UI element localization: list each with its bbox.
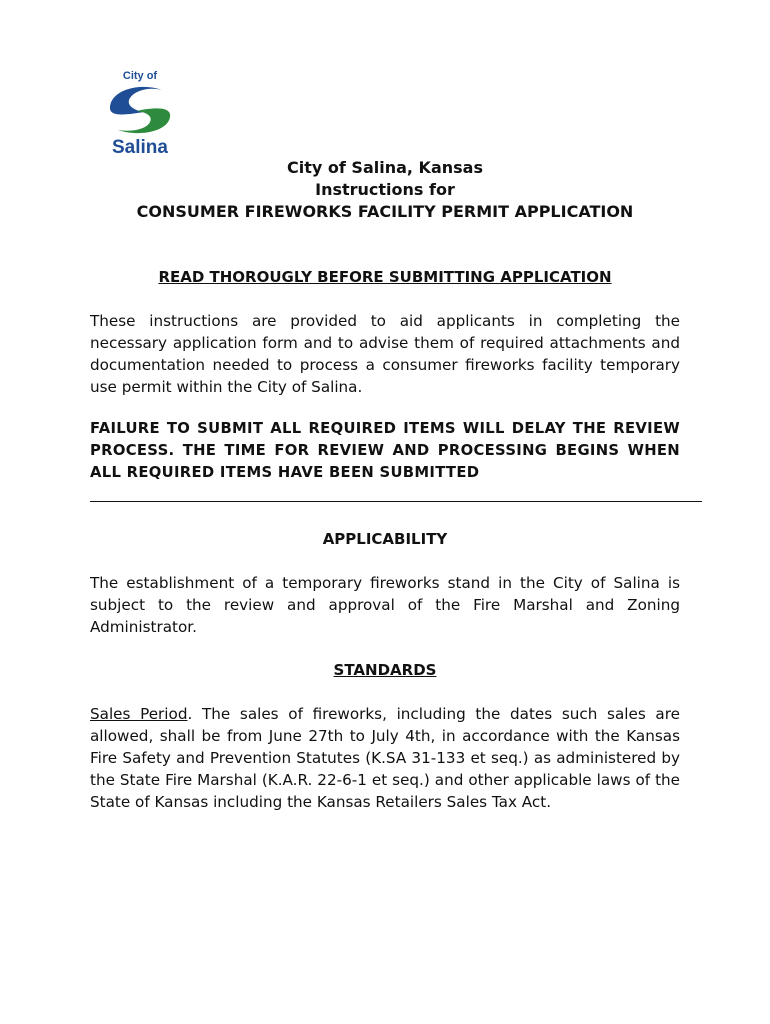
sales-period-label: Sales Period <box>90 705 188 723</box>
city-of-salina-logo <box>100 68 180 156</box>
document-title <box>0 157 770 223</box>
applicability-paragraph: The establishment of a temporary fireworks stand in the City of Salina is subject to the review and approval of the Fire Marshal and Zoning Administrator. <box>90 574 680 636</box>
read-thoroughly-heading: READ THOROUGLY BEFORE SUBMITTING APPLICATION <box>158 268 612 286</box>
sales-period-paragraph <box>90 703 680 813</box>
logo-salina-text: Salina <box>112 137 168 156</box>
failure-warning-paragraph: FAILURE TO SUBMIT ALL REQUIRED ITEMS WILL DELAY THE REVIEW PROCESS. THE TIME FOR REVIEW AND PROCESSING BEGINS WHEN ALL REQUIRED ITEMS HAVE BEEN SUBMITTED <box>90 420 680 481</box>
section-divider <box>90 501 702 502</box>
title-line-permit: CONSUMER FIREWORKS FACILITY PERMIT APPLICATION <box>136 202 634 221</box>
logo-city-of-text: City of <box>122 70 158 82</box>
applicability-heading <box>0 529 770 549</box>
applicability-heading-text: APPLICABILITY <box>322 530 448 548</box>
sales-period-text: . The sales of fireworks, including the dates such sales are allowed, shall be from June 27th to July 4th, in accordance with the Kansas Fire Safety and Prevention Statutes (K.SA 31-133 et seq.) as administered by the State Fire Marshal (K.A.R. 22-6-1 et seq.) and other applicable laws of the State of Kansas including the Kansas Retailers Sales Tax Act. <box>90 705 680 811</box>
standards-heading: STANDARDS <box>333 661 437 679</box>
title-line-city: City of Salina, Kansas <box>287 158 483 177</box>
title-line-instructions: Instructions for <box>315 180 455 199</box>
intro-paragraph: These instructions are provided to aid applicants in completing the necessary application form and to advise them of required attachments and documentation needed to process a consumer fireworks facility temporary use permit within the City of Salina. <box>90 312 680 396</box>
